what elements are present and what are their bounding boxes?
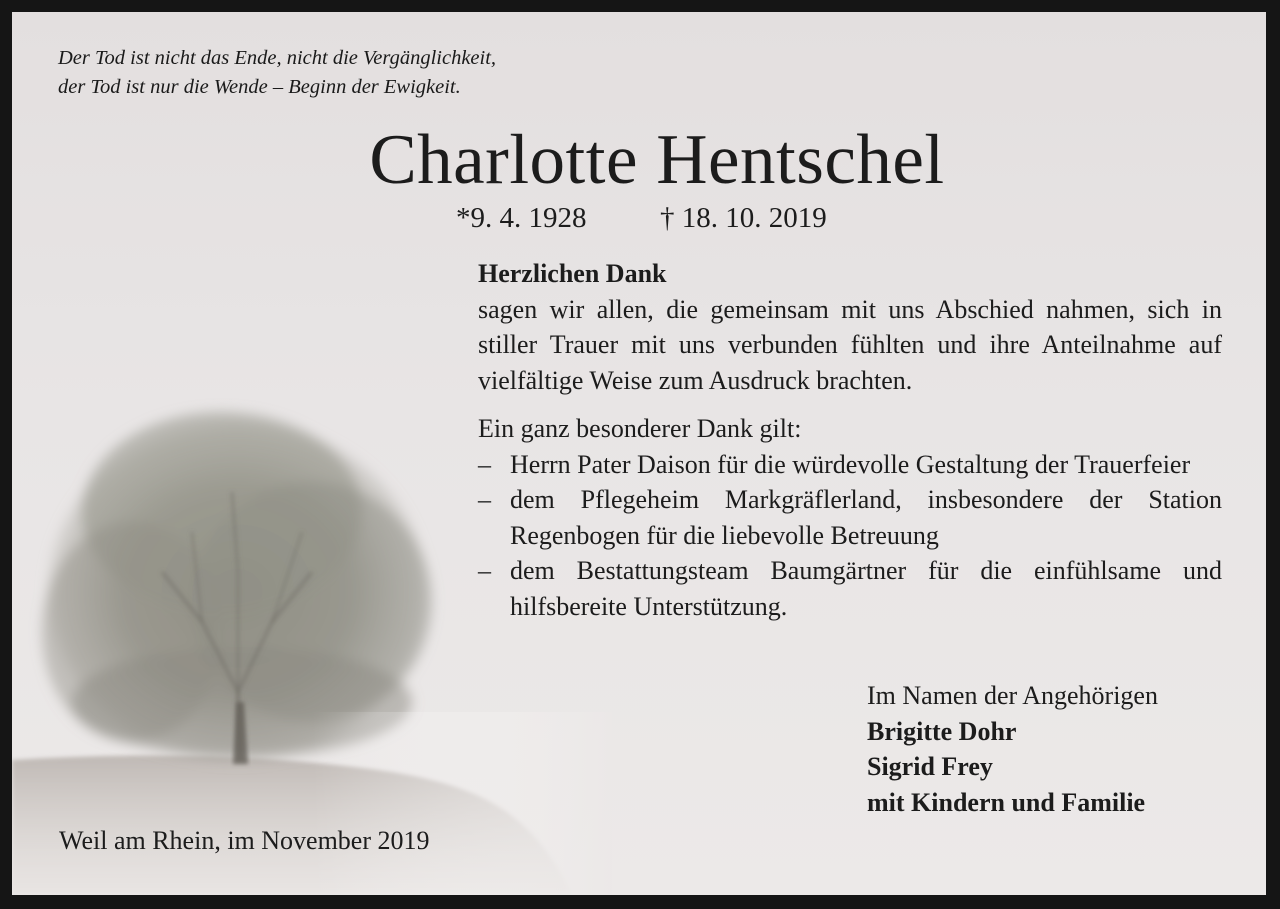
list-item-text: Herrn Pater Daison für die würdevolle Gestaltung der Trauerfeier: [510, 449, 1191, 479]
dash-bullet: –: [478, 449, 491, 479]
place-and-date: Weil am Rhein, im November 2019: [59, 826, 430, 855]
thanks-text: [478, 256, 1222, 624]
list-item-text: dem Bestattungsteam Baumgärtner für die einfühlsame und hilfsbereite Unterstützung.: [510, 556, 1222, 621]
list-item: [478, 447, 1222, 483]
death-date: † 18. 10. 2019: [660, 202, 827, 234]
list-item-text: dem Pflegeheim Markgräflerland, insbesondere der Station Regenbogen für die liebevolle Betreuung: [510, 485, 1222, 550]
epigraph-line-1: Der Tod ist nicht das Ende, nicht die Vergänglichkeit,: [58, 47, 497, 69]
birth-date: *9. 4. 1928: [456, 202, 587, 234]
special-thanks-list: [478, 447, 1222, 625]
dash-bullet: –: [478, 556, 491, 585]
signoff-block: [867, 678, 1158, 820]
thanks-intro: sagen wir allen, die gemeinsam mit uns Abschied nahmen, sich in stiller Trauer mit uns verbunden fühlten und ihre Anteilnahme auf vielfältige Weise zum Ausdruck brachten.: [478, 294, 1222, 395]
paragraph-spacer: [478, 398, 1222, 411]
deceased-name: Charlotte Hentschel: [369, 121, 945, 199]
list-item: [478, 482, 1222, 553]
list-item: [478, 553, 1222, 624]
epigraph-line-2: der Tod ist nur die Wende – Beginn der Ewigkeit.: [58, 76, 461, 98]
signoff-name: Sigrid Frey: [867, 752, 993, 781]
signoff-name: Brigitte Dohr: [867, 716, 1017, 746]
dash-bullet: –: [478, 485, 491, 514]
obituary-card: [12, 12, 1266, 895]
signoff-name: mit Kindern und Familie: [867, 787, 1146, 817]
epigraph-quote: [58, 44, 496, 102]
special-thanks-intro: Ein ganz besonderer Dank gilt:: [478, 414, 802, 443]
signoff-intro: Im Namen der Angehörigen: [867, 681, 1158, 710]
thanks-heading: Herzlichen Dank: [478, 259, 667, 288]
